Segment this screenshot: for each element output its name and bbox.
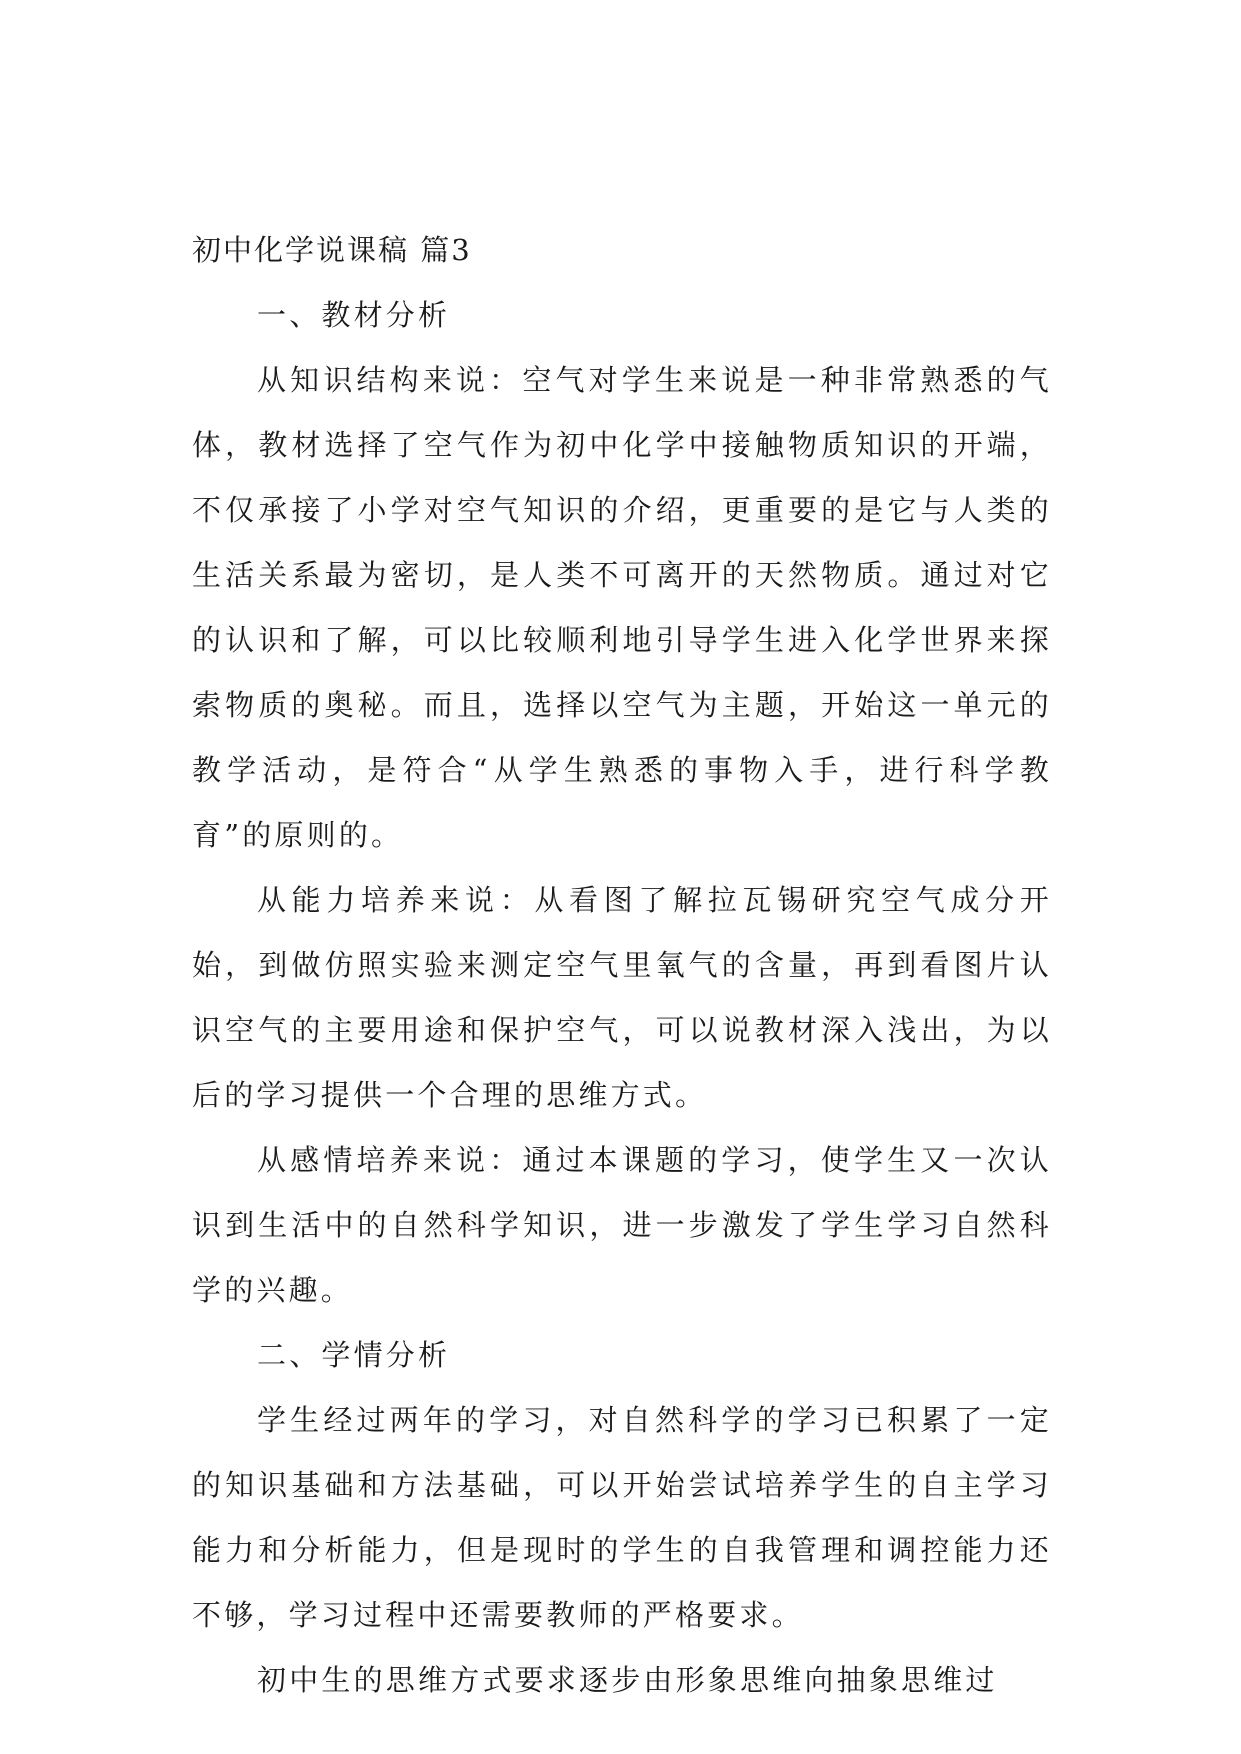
document-body (192, 218, 1052, 1713)
paragraph-ability-training: 从能力培养来说：从看图了解拉瓦锡研究空气成分开始，到做仿照实验来测定空气里氧气的含量，再到看图片认识空气的主要用途和保护空气，可以说教材深入浅出，为以后的学习提供一个合理的思维方式。 (192, 883, 1052, 1112)
section-heading-textbook-analysis: 一、教材分析 (257, 298, 451, 332)
document-title: 初中化学说课稿 篇3 (192, 233, 472, 267)
section-heading-student-analysis: 二、学情分析 (257, 1338, 451, 1372)
paragraph-emotion-training: 从感情培养来说：通过本课题的学习，使学生又一次认识到生活中的自然科学知识，进一步激发了学生学习自然科学的兴趣。 (192, 1143, 1052, 1307)
paragraph-thinking-mode: 初中生的思维方式要求逐步由形象思维向抽象思维过 (257, 1663, 998, 1697)
paragraph-student-background: 学生经过两年的学习，对自然科学的学习已积累了一定的知识基础和方法基础，可以开始尝试培养学生的自主学习能力和分析能力，但是现时的学生的自我管理和调控能力还不够，学习过程中还需要教师的严格要求。 (192, 1403, 1052, 1632)
paragraph-knowledge-structure: 从知识结构来说：空气对学生来说是一种非常熟悉的气体，教材选择了空气作为初中化学中接触物质知识的开端，不仅承接了小学对空气知识的介绍，更重要的是它与人类的生活关系最为密切，是人类不可离开的天然物质。通过对它的认识和了解，可以比较顺利地引导学生进入化学世界来探索物质的奥秘。而且，选择以空气为主题，开始这一单元的教学活动，是符合“从学生熟悉的事物入手，进行科学教育”的原则的。 (192, 363, 1052, 852)
